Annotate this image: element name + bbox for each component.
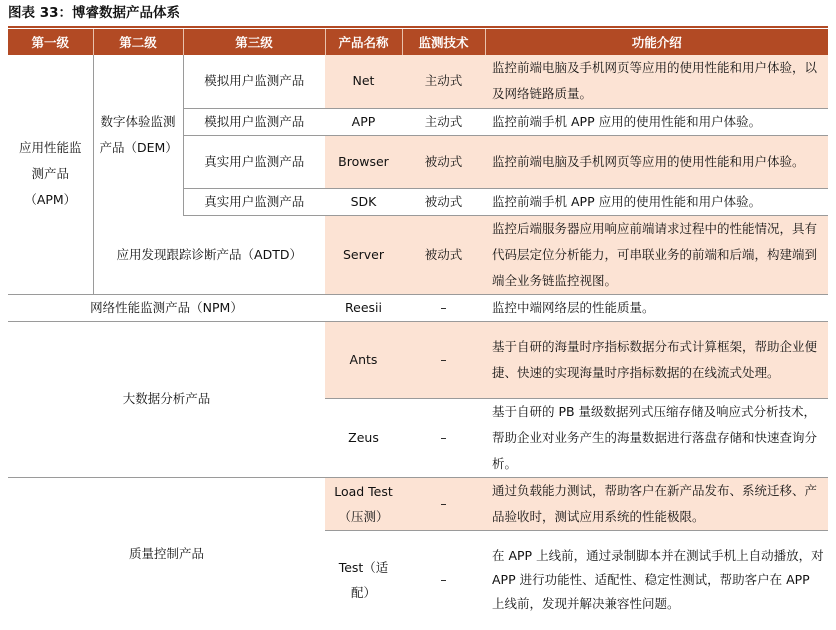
cell-tech-test: – [440,572,447,588]
cell-desc-sdk: 监控前端手机 APP 应用的使用性能和用户体验。 [485,188,828,215]
cell-real1: 真实用户监测产品 [183,135,325,188]
cell-desc-server: 监控后端服务器应用响应前端请求过程中的性能情况，具有代码层定位分析能力，可串联业务的前端和后端，构建端到端全业务链监控视图。 [485,215,828,294]
cell-adtd: 应用发现跟踪诊断产品（ADTD） [93,215,325,294]
cell-desc-browser: 监控前端电脑及手机网页等应用的使用性能和用户体验。 [485,135,828,188]
cell-product-browser: Browser [325,135,402,188]
cell-product-test: Test（适配） [338,560,389,601]
header-monitoring-tech: 监测技术 [402,29,485,55]
cell-bigdata: 大数据分析产品 [8,321,325,477]
header-product-name: 产品名称 [325,29,402,55]
cell-tech-loadtest: – [402,477,485,530]
cell-product-loadtest: Load Test（压测） [325,477,402,530]
table-row [8,55,828,108]
cell-tech-server: 被动式 [402,215,485,294]
cell-tech-ants: – [402,321,485,398]
figure-title: 图表 33：博睿数据产品体系 [8,5,180,21]
cell-desc-zeus: 基于自研的 PB 量级数据列式压缩存储及响应式分析技术，帮助企业对业务产生的海量数据进行落盘存储和快速查询分析。 [485,398,828,477]
header-level1: 第一级 [8,29,93,55]
cell-desc-ants: 基于自研的海量时序指标数据分布式计算框架，帮助企业便捷、快速的实现海量时序指标数据的在线流式处理。 [485,321,828,398]
cell-desc-loadtest: 通过负载能力测试，帮助客户在新产品发布、系统迁移、产品验收时，测试应用系统的性能极限。 [485,477,828,530]
cell-product-ants: Ants [325,321,402,398]
cell-apm: 应用性能监测产品（APM） [8,55,93,294]
cell-tech-app: 主动式 [402,108,485,135]
cell-desc-net: 监控前端电脑及手机网页等应用的使用性能和用户体验，以及网络链路质量。 [485,55,828,108]
product-system-table [8,29,828,630]
cell-tech-net: 主动式 [402,55,485,108]
cell-sim1: 模拟用户监测产品 [183,55,325,108]
cell-real2: 真实用户监测产品 [183,188,325,215]
cell-tech-zeus: – [402,398,485,477]
cell-desc-app: 监控前端手机 APP 应用的使用性能和用户体验。 [485,108,828,135]
header-function: 功能介绍 [485,29,828,55]
cell-dem: 数字体验监测产品（DEM） [93,55,183,215]
cell-product-app: APP [325,108,402,135]
table-row [8,215,828,294]
header-level2: 第二级 [93,29,183,55]
cell-product-net: Net [325,55,402,108]
cell-desc-reesii: 监控中端网络层的性能质量。 [485,294,828,321]
cell-tech-reesii: – [402,294,485,321]
table-row [8,477,828,530]
cell-tech-sdk: 被动式 [402,188,485,215]
table-header-row [8,29,828,55]
cell-tech-browser: 被动式 [402,135,485,188]
cell-product-sdk: SDK [325,188,402,215]
cell-product-reesii: Reesii [325,294,402,321]
title-underline [8,26,828,28]
cell-qc: 质量控制产品 [128,545,204,561]
table-row [8,321,828,398]
cell-product-zeus: Zeus [325,398,402,477]
cell-desc-test: 在 APP 上线前，通过录制脚本并在测试手机上自动播放，对 APP 进行功能性、适配性、稳定性测试，帮助客户在 APP 上线前，发现并解决兼容性问题。 [492,548,824,612]
cell-product-server: Server [325,215,402,294]
table-row [8,294,828,321]
cell-npm: 网络性能监测产品（NPM） [8,294,325,321]
cell-sim2: 模拟用户监测产品 [183,108,325,135]
header-level3: 第三级 [183,29,325,55]
